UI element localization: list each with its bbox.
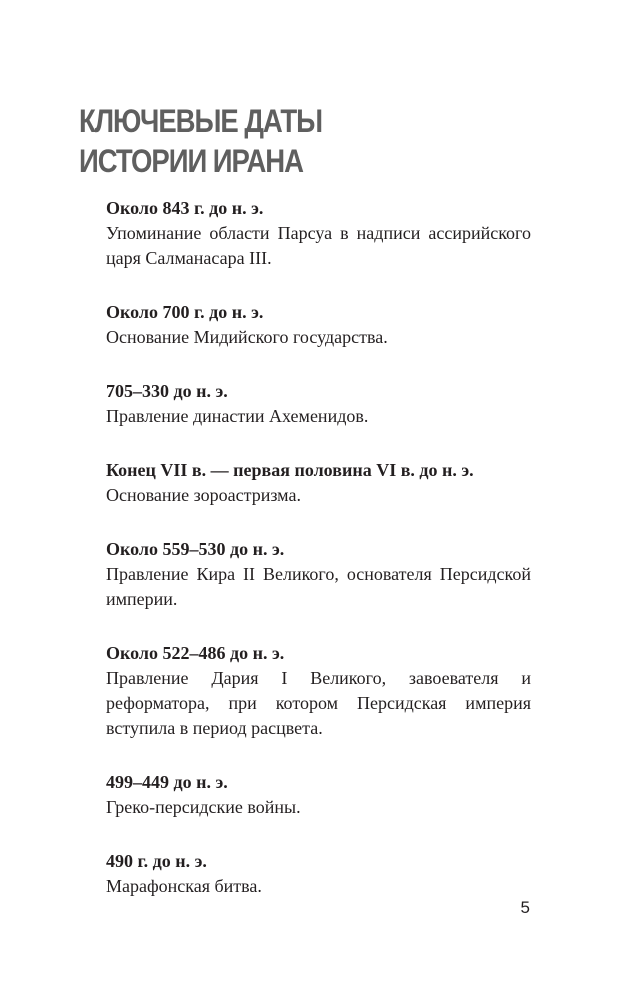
entry-description: Упоминание области Парсуа в надписи ассирийского царя Салманасара III. — [106, 223, 531, 268]
entry-date: 705–330 до н. э. — [106, 381, 228, 401]
timeline-entry — [106, 641, 531, 741]
timeline-entry — [106, 196, 531, 271]
page-title — [79, 101, 483, 181]
entry-description: Основание Мидийского государства. — [106, 327, 388, 347]
entry-description: Правление Кира II Великого, основателя Персидской империи. — [106, 564, 531, 609]
entry-description: Греко-персидские войны. — [106, 797, 301, 817]
entry-description: Основание зороастризма. — [106, 485, 301, 505]
entry-description: Марафонская битва. — [106, 876, 262, 896]
entry-date: Конец VII в. — первая половина VI в. до н. э. — [106, 460, 474, 480]
page-title-line-1: КЛЮЧЕВЫЕ ДАТЫ — [79, 103, 323, 139]
entry-date: Около 522–486 до н. э. — [106, 643, 285, 663]
page-number: 5 — [520, 898, 530, 917]
entry-description: Правление Дария I Великого, завоевателя и реформатора, при котором Персидская империя вступила в период расцвета. — [106, 668, 531, 738]
entry-date: Около 843 г. до н. э. — [106, 198, 264, 218]
timeline-entry — [106, 379, 531, 429]
timeline-entry — [106, 300, 531, 350]
timeline-entry — [106, 537, 531, 612]
entry-description: Правление династии Ахеменидов. — [106, 406, 369, 426]
entry-date: 499–449 до н. э. — [106, 772, 228, 792]
entry-date: 490 г. до н. э. — [106, 851, 207, 871]
timeline-entry — [106, 849, 531, 899]
entry-date: Около 700 г. до н. э. — [106, 302, 264, 322]
timeline-list — [106, 196, 531, 928]
timeline-entry — [106, 458, 531, 508]
page-title-line-2: ИСТОРИИ ИРАНА — [79, 143, 303, 179]
entry-date: Около 559–530 до н. э. — [106, 539, 285, 559]
timeline-entry — [106, 770, 531, 820]
